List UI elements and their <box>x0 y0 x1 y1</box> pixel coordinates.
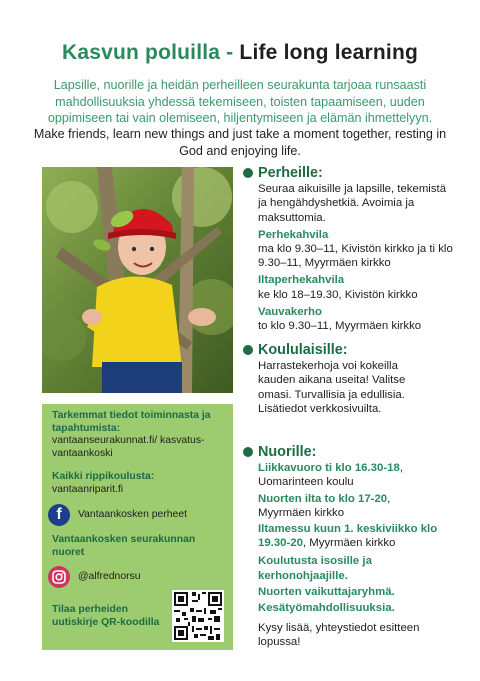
title-dark: Life long learning <box>239 41 419 64</box>
families-intro: Seuraa aikuisille ja lapsille, tekemistä ja hengähdyshetkiä. Avoimia ja maksuttomia. <box>258 183 447 224</box>
instagram-icon <box>48 566 70 588</box>
child-climbing-tree-photo <box>42 167 233 393</box>
families-heading: Perheille: <box>258 165 323 181</box>
youth-item-1-title: Liikkavuoro ti klo 16.30-18 <box>258 462 400 475</box>
school-text: Harrastekerhoja voi kokeilla kauden aikana useita! Valitse omasi. Turvallisia ja edullisia. Lisätiedot verkkosivuilta. <box>258 360 406 415</box>
youth-section <box>243 445 453 650</box>
confirmation-link[interactable]: vantaanriparit.fi <box>52 484 124 495</box>
iltaperhekahvila-text: ke klo 18–19.30, Kivistön kirkko <box>258 288 418 301</box>
families-section <box>243 166 453 333</box>
youth-item-1-text: , Uomarinteen koulu <box>258 462 403 489</box>
youth-footer: Kysy lisää, yhteystiedot esitteen lopussa! <box>258 622 420 649</box>
youth-item-2-text: , Myyrmäen kirkko <box>258 492 391 519</box>
youth-extra-1: Koulutusta isosille ja kerhonohjaajille. <box>258 555 372 582</box>
iltaperhekahvila-title: Iltaperhekahvila <box>258 274 345 287</box>
vauvakerho-text: to klo 9.30–11, Myyrmäen kirkko <box>258 320 422 333</box>
more-info-heading: Tarkemmat tiedot toiminnasta ja tapahtumista: <box>52 410 211 434</box>
qr-code[interactable] <box>172 590 224 642</box>
youth-item-3-text: , Myyrmäen kirkko <box>302 537 396 550</box>
youth-extra-2: Nuorten vaikuttajaryhmä. <box>258 585 395 598</box>
confirmation-heading: Kaikki rippikoulusta: <box>52 471 155 482</box>
newsletter-heading: Tilaa perheiden uutiskirje QR-koodilla <box>52 604 160 628</box>
more-info-link[interactable]: vantaanseurakunnat.fi/ kasvatus-vantaankoski <box>52 435 205 459</box>
youth-item-2-title: Nuorten ilta to klo 17-20 <box>258 492 388 505</box>
facebook-icon: f <box>48 504 70 526</box>
instagram-label: @alfrednorsu <box>78 570 141 582</box>
school-heading: Koululaisille: <box>258 342 348 358</box>
school-section <box>243 343 453 416</box>
perhekahvila-text: ma klo 9.30–11, Kivistön kirkko ja ti klo 9.30–11, Myyrmäen kirkko <box>258 243 453 270</box>
intro-finnish: Lapsille, nuorille ja heidän perheilleen seurakunta tarjoaa runsaasti mahdollisuuksia yhdessä tekemiseen, toisten tapaamiseen, uuden oppimiseen tai vain olemiseen, hiljentymiseen ja elämän ihmettelyyn. <box>47 78 433 125</box>
instagram-row[interactable] <box>48 566 141 588</box>
intro-english: Make friends, learn new things and just take a moment together, resting in God and enjoying life. <box>33 127 447 158</box>
bullet-icon <box>243 168 253 178</box>
bullet-icon <box>243 345 253 355</box>
page-title <box>0 41 480 65</box>
facebook-label: Vantaankosken perheet <box>78 508 187 520</box>
facebook-row[interactable] <box>48 504 187 526</box>
youth-heading: Nuorille: <box>258 444 317 460</box>
vauvakerho-title: Vauvakerho <box>258 305 322 318</box>
youth-item-3-title: Iltamessu kuun 1. keskiviikko klo 19.30-20 <box>258 523 438 550</box>
bullet-icon <box>243 447 253 457</box>
youth-extra-3: Kesätyömahdollisuuksia. <box>258 602 395 615</box>
perhekahvila-title: Perhekahvila <box>258 228 329 241</box>
youth-heading: Vantaankosken seurakunnan nuoret <box>52 534 196 558</box>
title-green: Kasvun poluilla - <box>61 41 240 64</box>
contact-info-box <box>42 404 233 650</box>
